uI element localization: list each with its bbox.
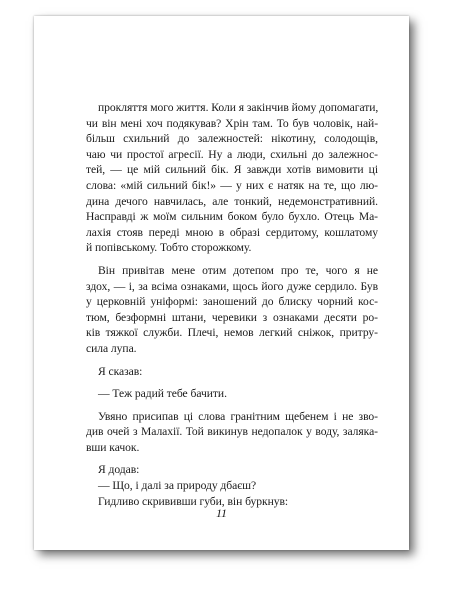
text-line: у церковній уніформі: заношений до блиску чорний кос-	[86, 295, 378, 309]
text-line: — Що, і далі за природу дбаєш?	[98, 479, 257, 493]
paragraph-2	[86, 263, 378, 357]
page-number: 11	[215, 506, 228, 520]
text-line: більш схильний до залежностей: нікотину, солодощів,	[86, 132, 378, 146]
paragraph-7	[86, 478, 378, 494]
text-line: лахія стояв переді мною в образі сердитому, кошлатому	[86, 225, 378, 239]
text-line: здох, — і, за всіма ознаками, щось його дуже сердило. Був	[86, 279, 378, 293]
text-line: дина дечого навчилась, але тонкий, недемонстративний.	[86, 194, 378, 208]
text-line: вши качок.	[86, 440, 140, 454]
text-line: чаю чи простої агресії. Ну а люди, схильні до залежнос-	[86, 147, 378, 161]
text-line: ків тяжкої служби. Плечі, немов легкий сніжок, притру-	[86, 326, 378, 340]
text-line: тюм, безформні штани, черевики з ознаками десяти ро-	[86, 310, 378, 324]
text-line: Я додав:	[98, 463, 140, 477]
paragraph-6	[86, 462, 378, 478]
paragraph-3	[86, 364, 378, 380]
body-text	[86, 100, 378, 509]
text-line: Насправді ж моїм сильним боком було бухло. Отець Ма-	[86, 210, 378, 224]
text-line: слова: «мій сильний бік!» — у них є натяк на те, що лю-	[86, 178, 378, 192]
paragraph-5	[86, 409, 378, 456]
text-line: Я сказав:	[98, 364, 143, 378]
text-line: чи він мені хоч подякував? Хрін там. То був чоловік, най-	[86, 116, 378, 130]
text-line: Увяно присипав ці слова гранітним щебенем і не зво-	[98, 409, 378, 423]
text-line: сила лупа.	[86, 341, 137, 355]
text-line: Гидливо скрививши губи, він буркнув:	[98, 494, 289, 508]
text-line: див очей з Малахії. Той викинув недопалок у воду, заляка-	[86, 425, 378, 439]
paragraph-1	[86, 100, 378, 256]
text-line: Він привітав мене отим дотепом про те, чого я не	[98, 263, 378, 277]
text-line: тей, — це мій сильний бік. Я завжди хотів вимовити ці	[86, 163, 378, 177]
text-line: й попівському. Тобто сторожкому.	[86, 241, 252, 255]
paragraph-4	[86, 386, 378, 402]
text-line: прокляття мого життя. Коли я закінчив йому допомагати,	[98, 101, 379, 114]
text-line: — Теж радий тебе бачити.	[98, 387, 227, 401]
book-page	[34, 16, 409, 550]
